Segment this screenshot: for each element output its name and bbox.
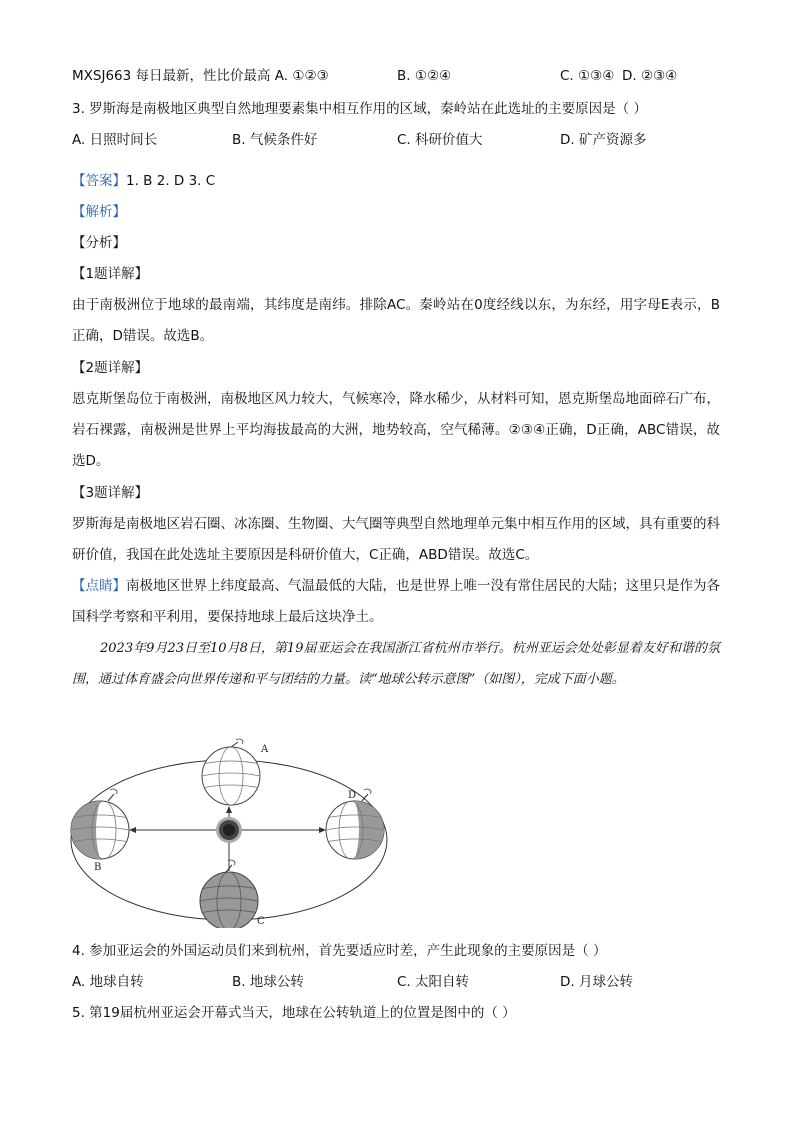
answer-text: 1. B 2. D 3. C (126, 173, 216, 189)
q3-option-d: D. 矿产资源多 (560, 132, 647, 148)
arrowhead-a (226, 806, 232, 813)
fenxi-tag: 【分析】 (72, 235, 126, 251)
dianjing-text: 南极地区世界上纬度最高、气温最低的大陆，也是世界上唯一没有常住居民的大陆；这里只是作为各国科学考察和平利用，要保持地球上最后这块净土。 (72, 578, 720, 625)
label-d: D (348, 790, 357, 801)
q4-option-c: C. 太阳自转 (397, 974, 470, 990)
detail-3-text: 罗斯海是南极地区岩石圈、冰冻圈、生物圈、大气圈等典型自然地理单元集中相互作用的区域，具有重要的科研价值，我国在此处选址主要原因是科研价值大，C正确，ABD错误。故选C。 (72, 516, 720, 563)
label-b: B (94, 862, 102, 873)
q4-stem: 4. 参加亚运会的外国运动员们来到杭州，首先要适应时差，产生此现象的主要原因是（ ） (72, 943, 607, 959)
detail-3-tag: 【3题详解】 (72, 485, 149, 501)
earth-revolution-diagram (66, 728, 396, 928)
sun-icon (216, 817, 242, 843)
q2-option-b: B. ①②④ (397, 68, 452, 84)
q4-option-b: B. 地球公转 (232, 974, 304, 990)
label-a: A (261, 744, 269, 755)
arrowhead-d (319, 827, 326, 833)
arrowhead-b (129, 827, 136, 833)
earth-position-a (202, 739, 260, 805)
detail-1-text: 由于南极洲位于地球的最南端，其纬度是南纬。排除AC。秦岭站在0度经线以东，为东经，用字母E表示，B正确，D错误。故选B。 (72, 297, 720, 344)
q3-option-b: B. 气候条件好 (232, 132, 318, 148)
detail-2-text: 恩克斯堡岛位于南极洲，南极地区风力较大，气候寒冷，降水稀少，从材料可知，恩克斯堡岛地面碎石广布，岩石裸露，南极洲是世界上平均海拔最高的大洲，地势较高，空气稀薄。②③④正确，D正确，ABC错误，故选D。 (72, 391, 720, 469)
q2-options-lead: MXSJ663 每日最新，性比价最高 A. ①②③ (72, 68, 329, 84)
q2-option-c: C. ①③④ (560, 68, 615, 84)
material-paragraph: 2023年9月23日至10月8日，第19届亚运会在我国浙江省杭州市举行。杭州亚运会处处彰显着友好和谐的氛围，通过体育盛会向世界传递和平与团结的力量。读“地球公转示意图”（如图），完成下面小题。 (72, 641, 720, 687)
dianjing-paragraph (72, 571, 720, 633)
answer-line (72, 172, 215, 190)
q4-option-d: D. 月球公转 (560, 974, 633, 990)
label-c: C (257, 916, 265, 927)
q3-stem: 3. 罗斯海是南极地区典型自然地理要素集中相互作用的区域，秦岭站在此选址的主要原因是（ ） (72, 101, 647, 117)
q3-option-c: C. 科研价值大 (397, 132, 483, 148)
q2-option-d: D. ②③④ (622, 68, 678, 84)
answer-tag: 【答案】 (72, 173, 126, 189)
dianjing-tag: 【点睛】 (72, 578, 126, 594)
detail-2-tag: 【2题详解】 (72, 360, 149, 376)
q5-stem: 5. 第19届杭州亚运会开幕式当天，地球在公转轨道上的位置是图中的（ ） (72, 1005, 516, 1021)
q3-option-a: A. 日照时间长 (72, 132, 158, 148)
analysis-tag: 【解析】 (72, 204, 126, 220)
earth-position-b (71, 789, 129, 859)
detail-1-tag: 【1题详解】 (72, 266, 149, 282)
q4-option-a: A. 地球自转 (72, 974, 144, 990)
